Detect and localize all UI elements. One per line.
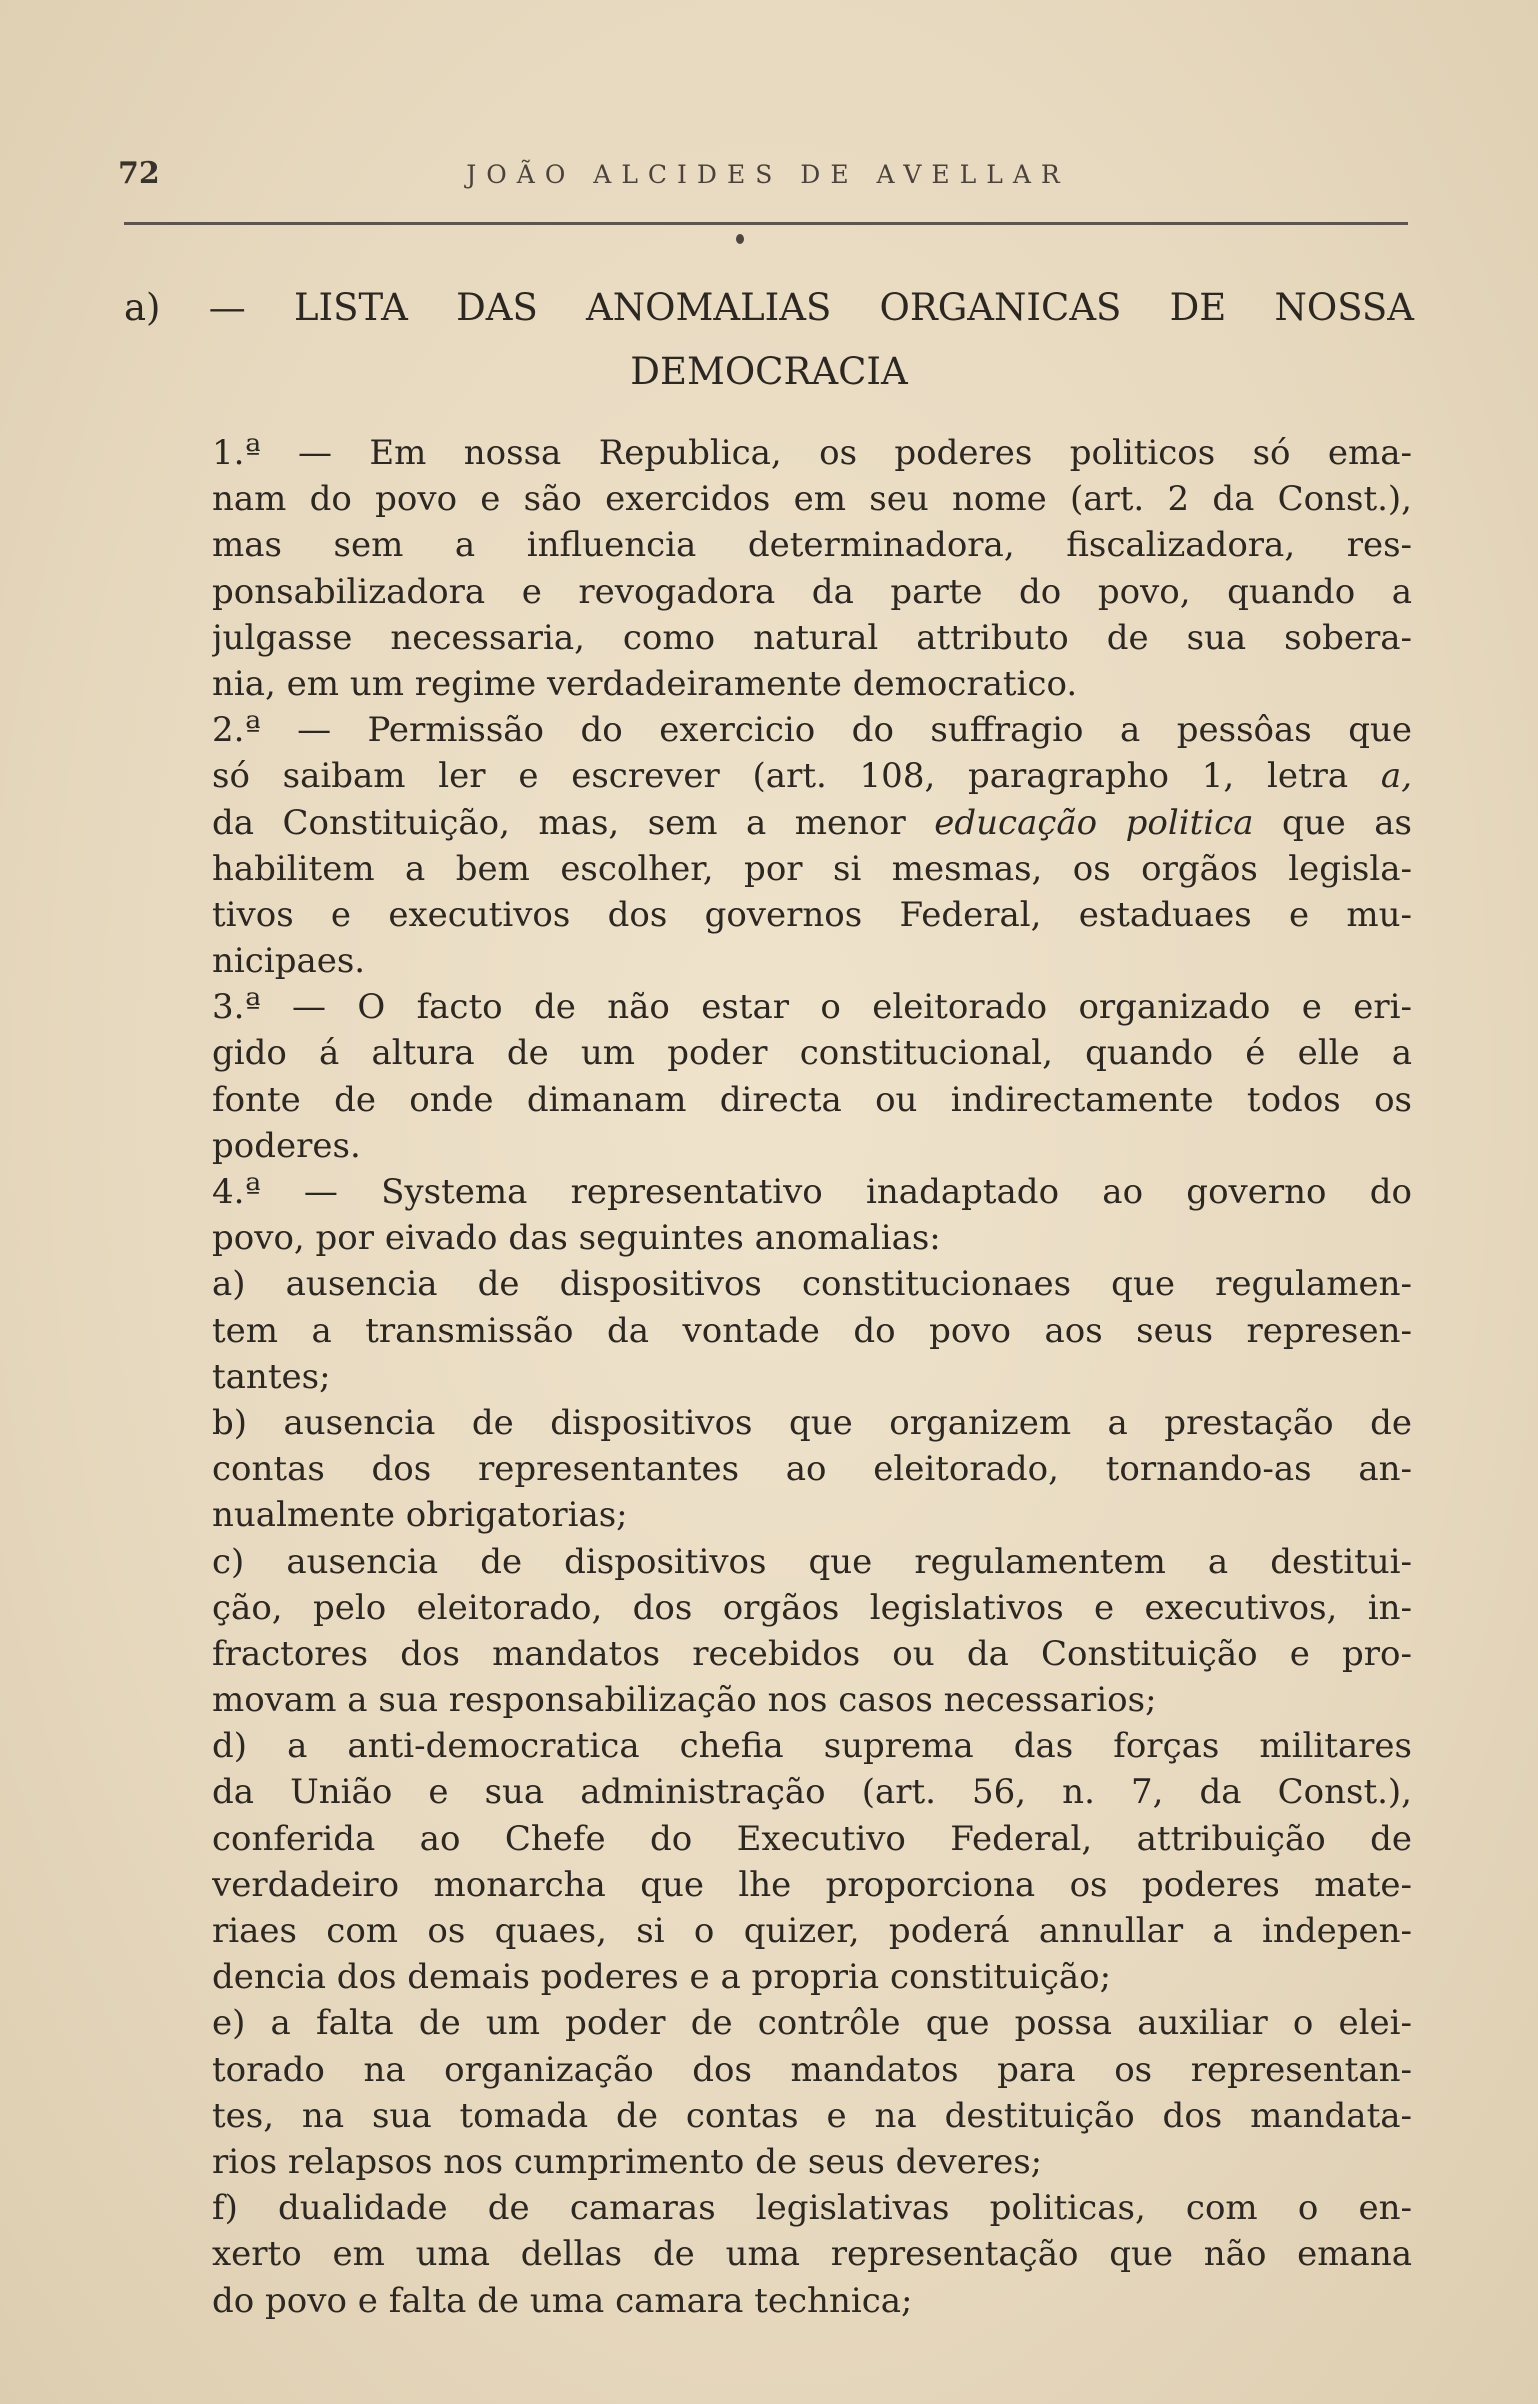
text-line: nia, em um regime verdadeiramente democratico.: [212, 663, 1078, 704]
text-line: movam a sua responsabilização nos casos necessarios;: [212, 1680, 1157, 1721]
text-line: da Constituição, mas, sem a menor educação politica que as: [212, 802, 1412, 843]
text-line: c) ausencia de dispositivos que regulamentem a destitui-: [212, 1541, 1412, 1582]
text-line: contas dos representantes ao eleitorado, tornando-as an-: [212, 1449, 1412, 1490]
text-line: do povo e falta de uma camara technica;: [212, 2280, 913, 2321]
header-rule: [124, 222, 1408, 225]
text-line: e) a falta de um poder de contrôle que possa auxiliar o elei-: [212, 2003, 1412, 2044]
body-text: [212, 430, 1412, 2324]
text-line: 4.ª — Systema representativo inadaptado ao governo do: [212, 1172, 1412, 1212]
text-line: tivos e executivos dos governos Federal, estaduaes e mu-: [212, 894, 1412, 935]
page-number: 72: [118, 156, 160, 191]
text-line: d) a anti-democratica chefia suprema das forças militares: [212, 1726, 1412, 1767]
section-heading-line-2: DEMOCRACIA: [630, 350, 908, 393]
section-heading: [124, 276, 1414, 404]
running-head: JOÃO ALCIDES DE AVELLAR: [466, 160, 1070, 189]
text-line: f) dualidade de camaras legislativas politicas, com o en-: [212, 2188, 1412, 2229]
text-line: dencia dos demais poderes e a propria constituição;: [212, 1957, 1112, 1998]
text-line: torado na organização dos mandatos para os representan-: [212, 2049, 1412, 2090]
text-line: riaes com os quaes, si o quizer, poderá annullar a indepen-: [212, 1911, 1412, 1951]
text-line: 1.ª — Em nossa Republica, os poderes politicos só ema-: [212, 433, 1412, 473]
text-line: ção, pelo eleitorado, dos orgãos legislativos e executivos, in-: [212, 1587, 1412, 1628]
text-line: xerto em uma dellas de uma representação que não emana: [212, 2234, 1412, 2275]
text-line: tes, na sua tomada de contas e na destituição dos mandata-: [212, 2095, 1412, 2136]
text-line: tantes;: [212, 1356, 331, 1397]
text-line: nam do povo e são exercidos em seu nome (art. 2 da Const.),: [212, 479, 1412, 520]
text-line: da União e sua administração (art. 56, n. 7, da Const.),: [212, 1772, 1412, 1813]
text-line: rios relapsos nos cumprimento de seus deveres;: [212, 2141, 1043, 2182]
italic-text: educação politica: [934, 802, 1254, 843]
text-line: nicipaes.: [212, 941, 366, 982]
section-heading-line-1: a) — LISTA DAS ANOMALIAS ORGANICAS DE NOSSA: [124, 286, 1414, 329]
text-line: poderes.: [212, 1125, 361, 1166]
text-line: 2.ª — Permissão do exercicio do suffragio a pessôas que: [212, 710, 1412, 751]
text-line: verdadeiro monarcha que lhe proporciona os poderes mate-: [212, 1864, 1412, 1905]
text-line: conferida ao Chefe do Executivo Federal, attribuição de: [212, 1818, 1412, 1859]
text-line: a) ausencia de dispositivos constitucionaes que regulamen-: [212, 1264, 1412, 1305]
text-line: julgasse necessaria, como natural attributo de sua sobera-: [212, 617, 1412, 658]
text-line: habilitem a bem escolher, por si mesmas, os orgãos legisla-: [212, 848, 1412, 889]
text-line: ponsabilizadora e revogadora da parte do povo, quando a: [212, 571, 1412, 612]
text-line: só saibam ler e escrever (art. 108, paragrapho 1, letra a,: [212, 756, 1412, 797]
italic-text: a,: [1380, 756, 1412, 797]
text-line: tem a transmissão da vontade do povo aos seus represen-: [212, 1310, 1412, 1351]
page-header: [118, 156, 1418, 206]
ink-speck: [736, 234, 744, 244]
text-line: 3.ª — O facto de não estar o eleitorado organizado e eri-: [212, 987, 1412, 1028]
text-line: nualmente obrigatorias;: [212, 1495, 628, 1536]
text-line: mas sem a influencia determinadora, fiscalizadora, res-: [212, 525, 1412, 566]
text-line: gido á altura de um poder constitucional, quando é elle a: [212, 1033, 1412, 1074]
text-line: fonte de onde dimanam directa ou indirectamente todos os: [212, 1079, 1412, 1120]
text-line: povo, por eivado das seguintes anomalias:: [212, 1218, 941, 1259]
text-line: fractores dos mandatos recebidos ou da Constituição e pro-: [212, 1633, 1412, 1674]
text-line: b) ausencia de dispositivos que organizem a prestação de: [212, 1402, 1412, 1443]
